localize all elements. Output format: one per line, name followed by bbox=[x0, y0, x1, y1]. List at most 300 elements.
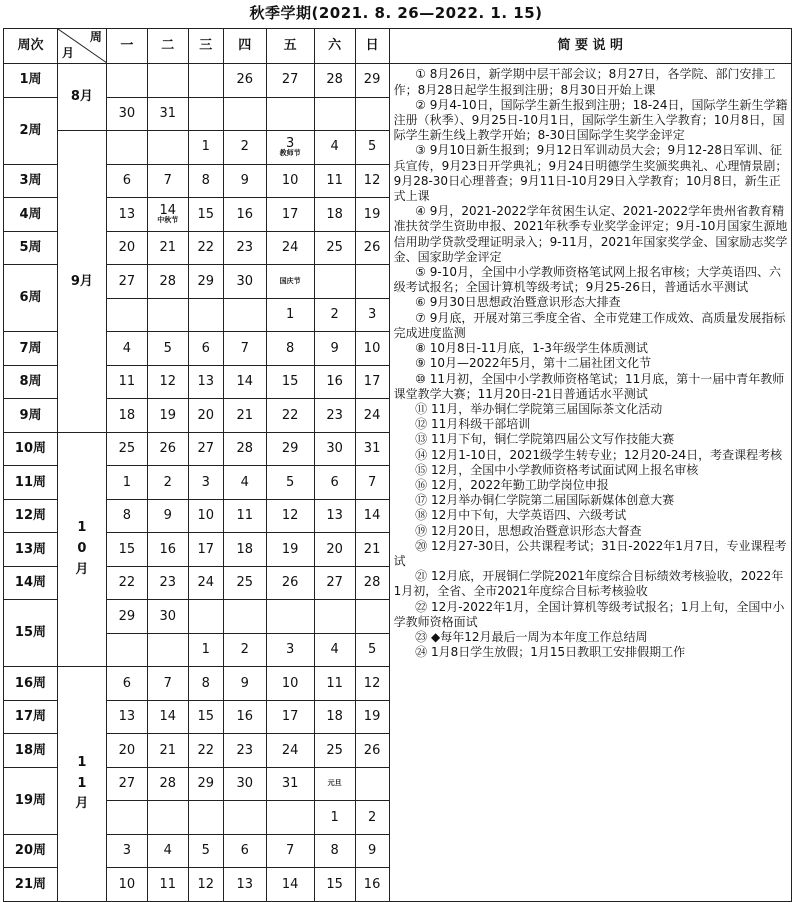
note-item: ① 8月26日，新学期中层干部会议；8月27日，各学院、部门安排工作；8月28日起学生报到注册；8月30日开始上课 bbox=[393, 67, 776, 97]
day-cell bbox=[188, 734, 223, 768]
day-number: 14 bbox=[363, 508, 381, 524]
day-cell bbox=[314, 332, 355, 366]
day-cell bbox=[355, 801, 389, 835]
day-cell bbox=[188, 332, 223, 366]
day-cell bbox=[355, 399, 389, 433]
day-cell bbox=[314, 198, 355, 232]
day-cell bbox=[223, 198, 266, 232]
header-notes: 简 要 说 明 bbox=[389, 29, 791, 64]
day-cell bbox=[314, 97, 355, 131]
day-cell bbox=[106, 499, 147, 533]
day-cell bbox=[355, 298, 389, 332]
day-number: 25 bbox=[326, 742, 343, 758]
day-number: 14 bbox=[236, 374, 253, 390]
day-cell bbox=[314, 432, 355, 466]
day-cell bbox=[106, 131, 147, 165]
month-label-nov bbox=[57, 667, 106, 902]
day-number: 24 bbox=[363, 407, 381, 423]
day-cell bbox=[188, 466, 223, 500]
day-number: 29 bbox=[363, 72, 381, 88]
day-cell bbox=[106, 667, 147, 701]
day-cell bbox=[106, 466, 147, 500]
day-cell bbox=[147, 97, 188, 131]
day-number: 19 bbox=[281, 541, 299, 557]
day-number: 6 bbox=[240, 843, 249, 859]
week-label: 4周 bbox=[4, 198, 58, 232]
day-number: 26 bbox=[281, 575, 299, 591]
day-cell bbox=[355, 499, 389, 533]
day-number: 15 bbox=[197, 206, 215, 222]
header-weekday: 二 bbox=[147, 29, 188, 64]
day-cell bbox=[266, 365, 314, 399]
day-number: 23 bbox=[236, 240, 253, 256]
day-cell bbox=[188, 231, 223, 265]
day-cell bbox=[266, 64, 314, 98]
day-cell bbox=[355, 734, 389, 768]
day-cell bbox=[147, 399, 188, 433]
day-cell bbox=[266, 868, 314, 902]
day-cell bbox=[223, 667, 266, 701]
day-cell bbox=[266, 633, 314, 667]
header-weekday: 五 bbox=[266, 29, 314, 64]
day-cell bbox=[106, 801, 147, 835]
day-number: 22 bbox=[118, 575, 136, 591]
day-cell bbox=[106, 332, 147, 366]
day-cell bbox=[147, 834, 188, 868]
day-number: 10 bbox=[281, 675, 299, 691]
day-number: 8 bbox=[201, 675, 210, 691]
day-cell bbox=[147, 466, 188, 500]
header-weekday: 一 bbox=[106, 29, 147, 64]
day-cell bbox=[266, 131, 314, 165]
day-number: 23 bbox=[326, 407, 343, 423]
day-cell bbox=[147, 432, 188, 466]
day-number: 18 bbox=[118, 407, 136, 423]
day-number: 27 bbox=[326, 575, 343, 591]
note-item: ⑲ 12月20日，思想政治暨意识形态大督查 bbox=[415, 523, 642, 538]
day-number: 12 bbox=[197, 876, 215, 892]
day-number: 24 bbox=[281, 742, 299, 758]
festival-label: 元旦 bbox=[327, 779, 342, 788]
day-number: 16 bbox=[363, 876, 381, 892]
day-number: 6 bbox=[122, 172, 131, 188]
day-number: 15 bbox=[118, 541, 136, 557]
day-number: 29 bbox=[281, 441, 299, 457]
day-cell bbox=[147, 667, 188, 701]
day-cell bbox=[223, 600, 266, 634]
day-cell bbox=[106, 432, 147, 466]
day-cell bbox=[223, 734, 266, 768]
day-cell bbox=[106, 566, 147, 600]
day-cell bbox=[106, 700, 147, 734]
day-cell bbox=[223, 64, 266, 98]
month-text: 11月 bbox=[75, 754, 89, 812]
week-label: 21周 bbox=[4, 868, 58, 902]
day-number: 2 bbox=[330, 307, 339, 323]
day-cell bbox=[314, 231, 355, 265]
day-cell bbox=[266, 667, 314, 701]
day-cell bbox=[188, 164, 223, 198]
day-cell bbox=[266, 566, 314, 600]
day-number: 11 bbox=[118, 374, 136, 390]
week-label: 9周 bbox=[4, 399, 58, 433]
day-number: 11 bbox=[326, 172, 343, 188]
week-label: 2周 bbox=[4, 97, 58, 164]
day-number: 3 bbox=[201, 474, 210, 490]
day-number: 20 bbox=[118, 240, 136, 256]
day-number: 11 bbox=[159, 876, 177, 892]
week-label: 15周 bbox=[4, 600, 58, 667]
day-number: 1 bbox=[122, 474, 131, 490]
note-item: ⑯ 12月，2022年勤工助学岗位申报 bbox=[415, 477, 609, 492]
week-label: 20周 bbox=[4, 834, 58, 868]
day-cell bbox=[266, 533, 314, 567]
day-number: 13 bbox=[118, 206, 136, 222]
day-cell bbox=[314, 466, 355, 500]
month-label-oct bbox=[57, 432, 106, 667]
day-cell bbox=[106, 298, 147, 332]
note-item: ④ 9月，2021-2022学年贫困生认定、2021-2022学年贵州省教育精准扶贫学生资助申报、2021年秋季专业奖学金评定；9月-10月国家生源地信用助学贷款受理证明录入；9-11月，2021年国家奖学金、国家励志奖学金、国家助学金评定 bbox=[393, 204, 788, 264]
month-label-sep bbox=[57, 131, 106, 433]
header-weekday: 四 bbox=[223, 29, 266, 64]
day-cell bbox=[223, 834, 266, 868]
day-cell bbox=[314, 868, 355, 902]
header-weekday: 三 bbox=[188, 29, 223, 64]
note-item: ② 9月4-10日，国际学生新生报到注册；18-24日，国际学生新生学籍注册（秋季）、9月25日-10月1日，国际学生新生入学教育；10月8日，国际学生新生线上教学开始；8-30日国际学生奖学金评定 bbox=[393, 97, 788, 143]
day-number: 18 bbox=[236, 541, 253, 557]
day-number: 14 bbox=[281, 876, 299, 892]
week-label: 5周 bbox=[4, 231, 58, 265]
day-cell bbox=[188, 767, 223, 801]
day-cell bbox=[188, 298, 223, 332]
day-cell bbox=[188, 533, 223, 567]
day-number: 12 bbox=[363, 172, 381, 188]
day-cell bbox=[106, 231, 147, 265]
day-cell bbox=[314, 700, 355, 734]
day-number: 14 bbox=[159, 709, 177, 725]
week-label: 18周 bbox=[4, 734, 58, 768]
day-number: 13 bbox=[326, 508, 343, 524]
day-number: 25 bbox=[326, 240, 343, 256]
day-number: 6 bbox=[122, 675, 131, 691]
day-cell bbox=[188, 432, 223, 466]
week-label: 17周 bbox=[4, 700, 58, 734]
day-cell bbox=[355, 332, 389, 366]
day-cell bbox=[223, 801, 266, 835]
day-cell bbox=[266, 600, 314, 634]
day-cell bbox=[355, 97, 389, 131]
header-week: 周次 bbox=[4, 29, 58, 64]
day-number: 9 bbox=[163, 508, 172, 524]
day-number: 22 bbox=[197, 240, 215, 256]
day-cell bbox=[147, 231, 188, 265]
day-number: 12 bbox=[363, 675, 381, 691]
day-cell bbox=[223, 499, 266, 533]
day-number: 13 bbox=[118, 709, 136, 725]
day-cell bbox=[266, 432, 314, 466]
week-label: 13周 bbox=[4, 533, 58, 567]
day-number: 16 bbox=[236, 206, 253, 222]
day-number: 18 bbox=[326, 709, 343, 725]
day-number: 10 bbox=[363, 340, 381, 356]
day-cell bbox=[355, 566, 389, 600]
day-cell bbox=[147, 131, 188, 165]
day-cell bbox=[223, 466, 266, 500]
day-cell bbox=[147, 332, 188, 366]
day-cell bbox=[106, 365, 147, 399]
day-number: 3 bbox=[286, 642, 295, 658]
note-item: ⑰ 12月举办铜仁学院第二届国际新媒体创意大赛 bbox=[415, 493, 675, 508]
note-item: ⑭ 12月1-10日，2021级学生转专业；12月20-24日，考查课程考核 bbox=[415, 447, 783, 462]
day-cell bbox=[188, 834, 223, 868]
day-cell bbox=[355, 432, 389, 466]
day-number: 2 bbox=[240, 139, 249, 155]
day-number: 12 bbox=[159, 374, 177, 390]
day-number: 4 bbox=[163, 843, 172, 859]
note-item: ⑤ 9-10月，全国中小学教师资格笔试网上报名审核；大学英语四、六级考试报名；全国计算机等级考试；9月25-26日，普通话水平测试 bbox=[393, 265, 781, 295]
day-cell bbox=[223, 633, 266, 667]
day-cell bbox=[147, 801, 188, 835]
day-cell bbox=[266, 399, 314, 433]
day-cell bbox=[355, 600, 389, 634]
day-number: 29 bbox=[118, 608, 136, 624]
day-cell bbox=[147, 64, 188, 98]
day-number: 16 bbox=[236, 709, 253, 725]
note-item: ⑥ 9月30日思想政治暨意识形态大排查 bbox=[415, 295, 621, 310]
day-number: 16 bbox=[159, 541, 177, 557]
day-cell bbox=[188, 700, 223, 734]
day-number: 21 bbox=[236, 407, 253, 423]
day-number: 22 bbox=[197, 742, 215, 758]
note-item: ㉑ 12月底，开展铜仁学院2021年度综合目标绩效考核验收，2022年1月初，全省、全市2021年度综合目标考核验收 bbox=[393, 569, 784, 599]
day-number: 14 bbox=[159, 202, 177, 218]
week-label: 14周 bbox=[4, 566, 58, 600]
day-cell bbox=[223, 365, 266, 399]
day-number: 28 bbox=[159, 776, 177, 792]
day-number: 1 bbox=[330, 809, 339, 825]
day-number: 8 bbox=[122, 508, 131, 524]
day-cell bbox=[188, 131, 223, 165]
day-cell bbox=[147, 868, 188, 902]
day-cell bbox=[106, 97, 147, 131]
note-item: ⑫ 11月科级干部培训 bbox=[415, 417, 531, 432]
day-cell bbox=[223, 566, 266, 600]
day-number: 12 bbox=[281, 508, 299, 524]
day-number: 26 bbox=[236, 72, 253, 88]
day-cell bbox=[223, 533, 266, 567]
day-number: 27 bbox=[281, 72, 299, 88]
day-number: 28 bbox=[326, 72, 343, 88]
day-cell bbox=[314, 767, 355, 801]
day-number: 20 bbox=[326, 541, 343, 557]
day-cell bbox=[223, 700, 266, 734]
day-cell bbox=[314, 801, 355, 835]
day-cell bbox=[314, 600, 355, 634]
day-cell bbox=[223, 131, 266, 165]
day-cell bbox=[106, 198, 147, 232]
day-number: 25 bbox=[118, 441, 136, 457]
day-number: 28 bbox=[363, 575, 381, 591]
day-number: 17 bbox=[281, 206, 299, 222]
day-number: 27 bbox=[118, 273, 136, 289]
week-label: 19周 bbox=[4, 767, 58, 834]
day-cell bbox=[355, 131, 389, 165]
day-number: 30 bbox=[159, 608, 177, 624]
day-number: 4 bbox=[122, 340, 131, 356]
day-number: 9 bbox=[367, 843, 377, 859]
day-cell bbox=[314, 834, 355, 868]
day-cell bbox=[147, 566, 188, 600]
day-number: 21 bbox=[159, 240, 177, 256]
day-number: 10 bbox=[118, 876, 136, 892]
day-cell bbox=[223, 298, 266, 332]
day-cell bbox=[266, 499, 314, 533]
day-number: 15 bbox=[326, 876, 343, 892]
day-number: 13 bbox=[197, 374, 215, 390]
day-cell bbox=[106, 64, 147, 98]
day-cell bbox=[266, 767, 314, 801]
day-cell bbox=[147, 633, 188, 667]
day-cell bbox=[355, 466, 389, 500]
festival-label: 国庆节 bbox=[279, 276, 301, 285]
day-number: 7 bbox=[367, 474, 377, 490]
day-number: 16 bbox=[326, 374, 343, 390]
day-cell bbox=[355, 868, 389, 902]
day-cell bbox=[188, 667, 223, 701]
day-cell bbox=[223, 231, 266, 265]
day-number: 25 bbox=[236, 575, 253, 591]
day-number: 11 bbox=[326, 675, 343, 691]
day-number: 1 bbox=[201, 139, 210, 155]
note-item: ⑩ 11月初，全国中小学教师资格笔试；11月底，第十一届中青年教师课堂教学大赛；11月20日-21日普通话水平测试 bbox=[393, 371, 785, 401]
month-text: 10月 bbox=[75, 520, 89, 577]
day-number: 23 bbox=[159, 575, 177, 591]
day-cell bbox=[355, 767, 389, 801]
day-cell bbox=[106, 600, 147, 634]
day-number: 17 bbox=[281, 709, 299, 725]
day-number: 6 bbox=[201, 340, 210, 356]
day-number: 24 bbox=[197, 575, 215, 591]
day-number: 3 bbox=[286, 135, 295, 151]
day-cell bbox=[106, 868, 147, 902]
month-text: 9月 bbox=[70, 273, 93, 289]
day-cell bbox=[147, 499, 188, 533]
day-cell bbox=[147, 734, 188, 768]
week-label: 1周 bbox=[4, 64, 58, 98]
day-cell bbox=[314, 734, 355, 768]
note-item: ⑪ 11月，举办铜仁学院第三届国际茶文化活动 bbox=[415, 401, 663, 416]
day-cell bbox=[314, 667, 355, 701]
day-number: 3 bbox=[367, 307, 377, 323]
day-number: 8 bbox=[330, 843, 339, 859]
note-item: ⑦ 9月底，开展对第三季度全省、全市党建工作成效、高质量发展指标完成进度监测 bbox=[393, 310, 786, 340]
day-number: 19 bbox=[159, 407, 177, 423]
note-item: ㉓ ◆每年12月最后一周为本年度工作总结周 bbox=[415, 629, 648, 644]
note-item: ⑱ 12月中下旬，大学英语四、六级考试 bbox=[415, 508, 627, 523]
day-number: 10 bbox=[197, 508, 215, 524]
day-number: 26 bbox=[159, 441, 177, 457]
day-cell bbox=[266, 265, 314, 299]
day-cell bbox=[355, 667, 389, 701]
day-cell bbox=[266, 332, 314, 366]
day-number: 13 bbox=[236, 876, 253, 892]
day-number: 4 bbox=[240, 474, 249, 490]
day-cell bbox=[188, 566, 223, 600]
day-cell bbox=[314, 131, 355, 165]
day-cell bbox=[266, 700, 314, 734]
day-number: 31 bbox=[281, 776, 299, 792]
notes-column bbox=[389, 64, 791, 902]
day-cell bbox=[314, 566, 355, 600]
day-cell bbox=[355, 231, 389, 265]
calendar-table bbox=[3, 28, 792, 902]
day-number: 19 bbox=[363, 709, 381, 725]
notes-list bbox=[390, 65, 791, 899]
day-cell bbox=[314, 533, 355, 567]
day-number: 7 bbox=[163, 675, 172, 691]
day-cell bbox=[355, 64, 389, 98]
month-text: 8月 bbox=[70, 89, 93, 105]
day-cell bbox=[188, 499, 223, 533]
day-cell bbox=[266, 198, 314, 232]
day-cell bbox=[106, 399, 147, 433]
day-cell bbox=[147, 533, 188, 567]
day-number: 8 bbox=[286, 340, 295, 356]
day-cell bbox=[147, 767, 188, 801]
day-number: 30 bbox=[236, 776, 253, 792]
day-number: 29 bbox=[197, 273, 215, 289]
day-cell bbox=[223, 164, 266, 198]
day-cell bbox=[106, 734, 147, 768]
day-cell bbox=[355, 633, 389, 667]
day-cell bbox=[355, 164, 389, 198]
day-cell bbox=[314, 164, 355, 198]
day-cell bbox=[188, 600, 223, 634]
day-cell bbox=[355, 365, 389, 399]
day-number: 15 bbox=[281, 374, 299, 390]
day-cell bbox=[355, 533, 389, 567]
day-number: 4 bbox=[330, 642, 339, 658]
day-cell bbox=[223, 265, 266, 299]
day-number: 5 bbox=[163, 340, 172, 356]
day-number: 2 bbox=[163, 474, 172, 490]
day-number: 31 bbox=[363, 441, 381, 457]
day-number: 5 bbox=[286, 474, 295, 490]
week-label: 10周 bbox=[4, 432, 58, 466]
day-number: 20 bbox=[197, 407, 215, 423]
day-cell bbox=[147, 164, 188, 198]
day-cell bbox=[188, 265, 223, 299]
day-number: 30 bbox=[118, 105, 136, 121]
day-number: 7 bbox=[163, 172, 172, 188]
day-cell bbox=[188, 365, 223, 399]
day-cell bbox=[188, 801, 223, 835]
day-cell bbox=[223, 767, 266, 801]
day-number: 17 bbox=[363, 374, 381, 390]
page-title: 秋季学期(2021. 8. 26—2022. 1. 15) bbox=[249, 4, 543, 22]
festival-label: 教师节 bbox=[279, 149, 301, 158]
day-cell bbox=[355, 198, 389, 232]
note-item: ⑧ 10月8日-11月底，1-3年级学生体质测试 bbox=[415, 341, 648, 356]
day-cell bbox=[147, 198, 188, 232]
day-number: 7 bbox=[240, 340, 249, 356]
day-number: 22 bbox=[281, 407, 299, 423]
day-cell bbox=[266, 734, 314, 768]
festival-label: 中秋节 bbox=[157, 216, 179, 225]
day-cell bbox=[188, 399, 223, 433]
day-number: 11 bbox=[236, 508, 253, 524]
day-number: 27 bbox=[197, 441, 215, 457]
